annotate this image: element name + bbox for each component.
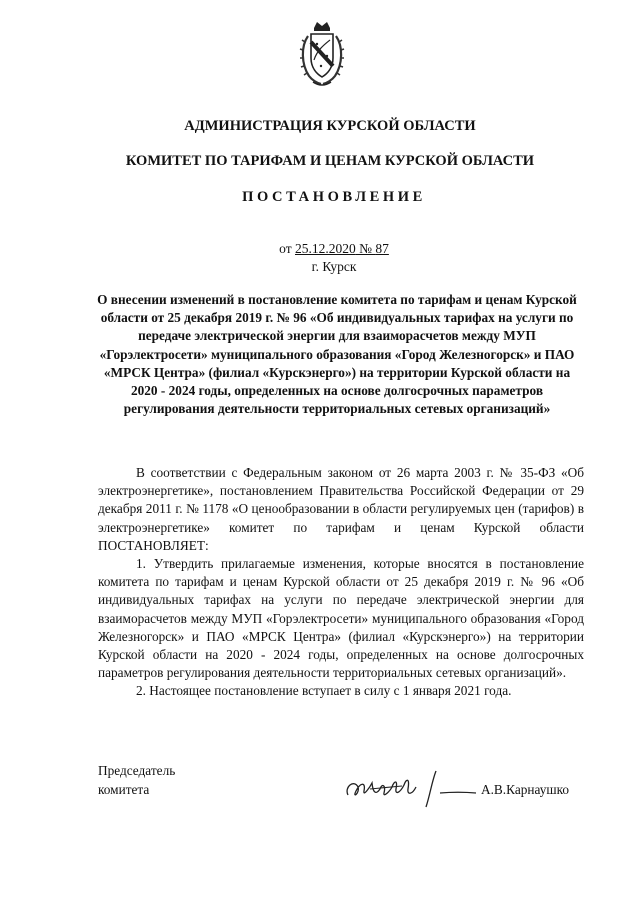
signer-role-line1: Председатель	[98, 763, 176, 778]
document-body	[98, 464, 584, 701]
document-date-number	[0, 241, 640, 257]
document-subject: О внесении изменений в постановление комитета по тарифам и ценам Курской области от 25 декабря 2019 г. № 96 «Об индивидуальных тарифах на услуги по передаче электрической энергии для взаиморасчетов между МУП «Горэлектросети» муниципального образования «Город Железногорск» и ПАО «МРСК Центра» (филиал «Курскэнерго») на территории Курской области на 2020 - 2024 годы, определенных на основе долгосрочных параметров регулирования деятельности территориальных сетевых организаций»	[97, 292, 577, 417]
number-sign: №	[355, 241, 376, 256]
signer-role-line2: комитета	[98, 782, 150, 797]
handwritten-signature	[340, 765, 480, 813]
preamble-paragraph: В соответствии с Федеральным законом от 26 марта 2003 г. № 35-ФЗ «Об электроэнергетике», постановлением Правительства Российской Федерации от 29 декабря 2011 г. № 1178 «О ценообразовании в области регулируемых цен (тарифов) в электроэнергетике» комитет по тарифам и ценам Курской области ПОСТАНОВЛЯЕТ:	[98, 465, 584, 553]
date-prefix: от	[279, 241, 295, 256]
organization-title: АДМИНИСТРАЦИЯ КУРСКОЙ ОБЛАСТИ	[184, 118, 476, 134]
item-1-paragraph: 1. Утвердить прилагаемые изменения, которые вносятся в постановление комитета по тарифам и ценам Курской области от 25 декабря 2019 г. № 96 «Об индивидуальных тарифах на услуги по передаче электрической энергии для взаиморасчетов между МУП «Горэлектросети» муниципального образования «Город Железногорск» и ПАО «МРСК Центра» (филиал «Курскэнерго») на территории Курской области на 2020 - 2024 годы, определенных на основе долгосрочных параметров регулирования деятельности территориальных сетевых организаций».	[98, 556, 584, 681]
document-date: 25.12.2020	[294, 241, 356, 256]
item-2-paragraph: 2. Настоящее постановление вступает в силу с 1 января 2021 года.	[136, 683, 512, 699]
committee-title: КОМИТЕТ ПО ТАРИФАМ И ЦЕНАМ КУРСКОЙ ОБЛАСТИ	[125, 153, 535, 169]
document-number: 87	[375, 241, 389, 256]
document-city: г. Курск	[311, 259, 357, 274]
document-type-title: ПОСТАНОВЛЕНИЕ	[242, 189, 426, 205]
coat-of-arms-icon	[299, 20, 345, 88]
signer-name: А.В.Карнаушко	[481, 782, 570, 797]
